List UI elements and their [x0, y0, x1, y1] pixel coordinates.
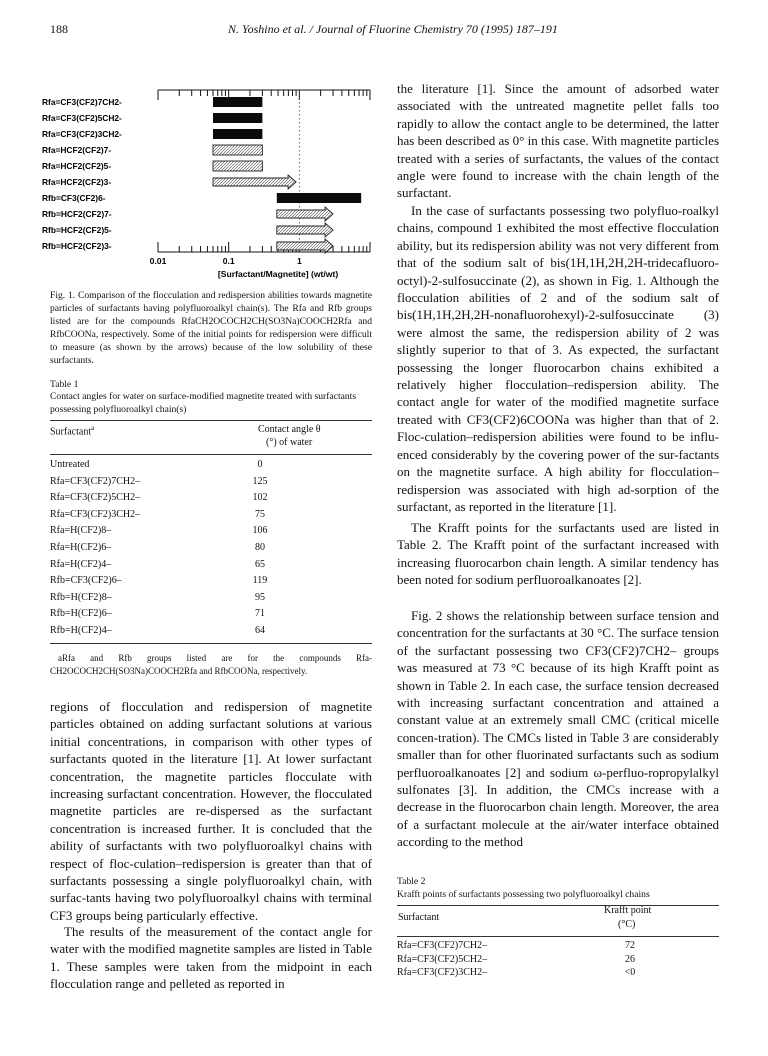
table1-col2-header-b: (°) of water: [266, 437, 313, 448]
table1-col2-header-a: Contact angle θ: [258, 424, 321, 435]
table1-footnote: aRfa and Rfb groups listed are for the compounds Rfa-CH2OCOCH2CH(SO3Na)COOCH2Rfa and RfbCOONa, respectively.: [50, 653, 372, 676]
table-cell-value: 80: [255, 542, 265, 553]
table-cell-value: 72: [625, 940, 635, 951]
right-paragraph-4: Fig. 2 shows the relationship between surface tension and concentration for the surfactants at 30 °C. The surface tension of the surfactant possessing two CF3(CF2)7CH2– groups was measured at 73 °C because of its high Krafft point as shown in Table 2. In each case, the surface tension decreased with increasing surfactant concentration and attained a constant value at an extremely small CMC (critical micelle concen-tration). The CMCs listed in Table 3 are considerably smaller than for other fluorinated surfactants such as sodium perfluoroalkanoates [2] and sodium ω-perfluo-ropropylalkyl sulfonates [3]. In addition, the CMCs increase with a decrease in the fluorocarbon chain length. Moreover, the area of a surfactant molecule at the air/water interface obtained according to the method: [397, 608, 719, 850]
table-cell-value: 95: [255, 591, 265, 603]
table1-top-rule: [50, 420, 372, 421]
table-row: [50, 459, 372, 476]
table1-title: Contact angles for water on surface-modified magnetite treated with surfactants possessing polyfluoroalkyl chain(s): [50, 391, 357, 415]
page-number: 188: [50, 22, 68, 36]
table-row: [50, 608, 372, 625]
table-cell-value: 26: [625, 953, 635, 965]
left-paragraph-2: The results of the measurement of the contact angle for water with the modified magnetite samples are listed in Table 1. These samples were taken from the midpoint in each flocculation range and pelleted as reported in: [50, 924, 372, 992]
chart-bar-redispersion-arrow: [213, 175, 296, 189]
table-row: [50, 492, 372, 509]
figure-1-chart: [40, 88, 380, 288]
chart-bar-redispersion-arrow: [277, 207, 333, 221]
chart-category-label: Rfa=HCF2(CF2)5-: [42, 161, 112, 171]
chart-category-label: Rfa=HCF2(CF2)7-: [42, 145, 112, 155]
table-row: [50, 525, 372, 542]
table-row: [397, 954, 719, 968]
chart-bar-flocculation: [213, 97, 262, 107]
table2-mid-rule: [397, 936, 719, 937]
table-cell-surfactant: Rfb=H(CF2)8–: [50, 591, 112, 603]
table-cell-value: 71: [255, 608, 265, 620]
chart-category-label: Rfa=CF3(CF2)5CH2-: [42, 113, 122, 123]
table-row: [50, 559, 372, 576]
table-cell-surfactant: Rfa=CF3(CF2)5CH2–: [50, 492, 141, 504]
table-cell-surfactant: Rfb=H(CF2)6–: [50, 608, 112, 620]
table1-col1-header: Surfactant$^a$: [50, 424, 95, 438]
table-cell-surfactant: Untreated: [50, 459, 90, 470]
chart-category-label: Rfa=HCF2(CF2)3-: [42, 177, 112, 187]
right-paragraph-3: The Krafft points for the surfactants used are listed in Table 2. The Krafft point of the surfactant increased with increasing fluorocarbon chain length. A similar tendency has been noted for sodium perfluoroalkanoates [2].: [397, 520, 719, 588]
table-row: [50, 509, 372, 526]
running-title: N. Yoshino et al. / Journal of Fluorine Chemistry 70 (1995) 187–191: [228, 22, 558, 36]
table-cell-surfactant: Rfa=CF3(CF2)5CH2–: [397, 953, 488, 965]
chart-category-label: Rfb=CF3(CF2)6-: [42, 193, 106, 203]
table-cell-value: <0: [624, 967, 636, 978]
chart-tick-label: 1: [296, 256, 302, 266]
chart-x-axis-label: [Surfactant/Magnetite] (wt/wt): [217, 269, 339, 279]
chart-category-label: Rfb=HCF2(CF2)3-: [42, 241, 112, 251]
table-cell-value: 125: [252, 475, 268, 487]
chart-bar-redispersion-arrow: [277, 223, 333, 237]
chart-category-label: Rfa=CF3(CF2)7CH2-: [42, 97, 122, 107]
chart-bar-flocculation: [213, 129, 262, 139]
chart-bar-redispersion-arrow: [277, 239, 333, 253]
table1-bottom-rule: [50, 643, 372, 644]
chart-tick-label: 0.1: [222, 256, 235, 266]
table-row: [50, 592, 372, 609]
table2-col2-header-b: (°C): [618, 919, 636, 930]
table-cell-value: 65: [255, 558, 265, 570]
table-row: [50, 625, 372, 642]
chart-category-label: Rfa=CF3(CF2)3CH2-: [42, 129, 122, 139]
table-row: [397, 940, 719, 954]
table-cell-surfactant: Rfb=H(CF2)4–: [50, 625, 112, 636]
table2-top-rule: [397, 905, 719, 906]
table2-title: Krafft points of surfactants possessing two polyfluoroalkyl chains: [397, 889, 650, 900]
table-cell-value: 0: [257, 459, 263, 470]
table-cell-surfactant: Rfa=H(CF2)4–: [50, 558, 112, 570]
table1-mid-rule: [50, 454, 372, 455]
figure-caption: Fig. 1. Comparison of the flocculation and redispersion abilities towards magnetite particles of surfactants having polyfluoroalkyl chain(s). The Rfa and Rfb groups listed are for the compounds RfaCH2OCOCH2CH(SO3Na)COOCH2Rfa and RfbCOONa, respectively. Some of the initial points for redispersion were difficult to measure (as shown by the arrows) because of the low solubility of these surfactants.: [50, 290, 372, 366]
table-cell-value: 106: [252, 525, 268, 537]
chart-bar-flocculation: [213, 113, 262, 123]
table-cell-surfactant: Rfa=H(CF2)6–: [50, 542, 112, 553]
right-paragraph-2: In the case of surfactants possessing two polyfluo-roalkyl chains, compound 1 exhibited the most effective flocculation ability, but its redispersion ability was not very different from that of the sodium salt of bis(1H,1H,2H,2H-tridecafluoro-octyl)-2-sulfosuccinate (2), as shown in Fig. 1. Although the flocculation abilities of 2 and of the sodium salt of bis(1H,1H,2H,2H-nonafluorohexyl)-2-sulfosuccinate (3) were almost the same, the redispersion ability of 2 was slightly superior to that of 3. As expected, the surfactant possessing the longer fluorocarbon chains exhibited a relatively higher flocculation–redispersion ability. The contact angle for water of the modified magnetite surface treated with CF3(CF2)6COONa was higher than that of 2. Floc-culation–redispersion abilities were found to be influ-enced considerably by the covering power of the sur-factants on the magnetite surface. A high ability for flocculation–redispersion was associated with high ad-sorption of the surfactant, as reported in the literature [1].: [397, 203, 719, 514]
table2-label: Table 2: [397, 876, 426, 887]
table-cell-value: 64: [255, 625, 265, 636]
chart-bar-flocculation: [277, 193, 361, 203]
chart-bar-redispersion: [213, 145, 262, 155]
table-row: [50, 575, 372, 592]
table-cell-surfactant: Rfa=CF3(CF2)3CH2–: [397, 967, 488, 978]
chart-category-label: Rfb=HCF2(CF2)7-: [42, 209, 112, 219]
table-cell-surfactant: Rfa=CF3(CF2)7CH2–: [397, 940, 488, 951]
table-row: [50, 476, 372, 493]
table-cell-surfactant: Rfa=CF3(CF2)7CH2–: [50, 475, 141, 487]
table-row: [50, 542, 372, 559]
table2-col1-header: Surfactant: [398, 912, 440, 923]
table-cell-surfactant: Rfa=CF3(CF2)3CH2–: [50, 508, 141, 520]
chart-tick-label: 0.01: [149, 256, 167, 266]
table2-col2-header-a: Krafft point: [604, 905, 652, 916]
chart-category-label: Rfb=HCF2(CF2)5-: [42, 225, 112, 235]
table-cell-value: 102: [252, 492, 268, 504]
chart-bar-redispersion: [213, 161, 262, 171]
table-cell-surfactant: Rfb=CF3(CF2)6–: [50, 575, 122, 587]
right-paragraph-1: the literature [1]. Since the amount of adsorbed water associated with the untreated magnetite pellet falls too rapidly to allow the contact angle to be determined, the latter has been described as 0° in this case. With magnetite particles treated with a series of surfactants, the values of the contact angle were found to increase with the chain length of the surfactant.: [397, 81, 719, 201]
table-cell-value: 75: [255, 508, 265, 520]
table-cell-value: 119: [252, 575, 268, 587]
table1-label: Table 1: [50, 379, 79, 390]
table-cell-surfactant: Rfa=H(CF2)8–: [50, 525, 112, 537]
left-paragraph-1: regions of flocculation and redispersion of magnetite particles obtained on adding surfactant solutions at various initial concentrations, in comparison with other types of surfactants quoted in the literature [1]. At lower surfactant concentration, the magnetite particles flocculate with increasing surfactant concentration. However, the flocculated magnetite particles are re-dispersed as the surfactant concentration is increased further. It is concluded that the ability of surfactants with two polyfluoroalkyl chains with respect of floc-culation–redispersion is greater than that of surfactants possessing a single polyfluoroalkyl chain, with surfac-tants having two polyfluoroalkyl chains with terminal CF3 groups being particularly effective.: [50, 699, 372, 923]
table-row: [397, 967, 719, 981]
